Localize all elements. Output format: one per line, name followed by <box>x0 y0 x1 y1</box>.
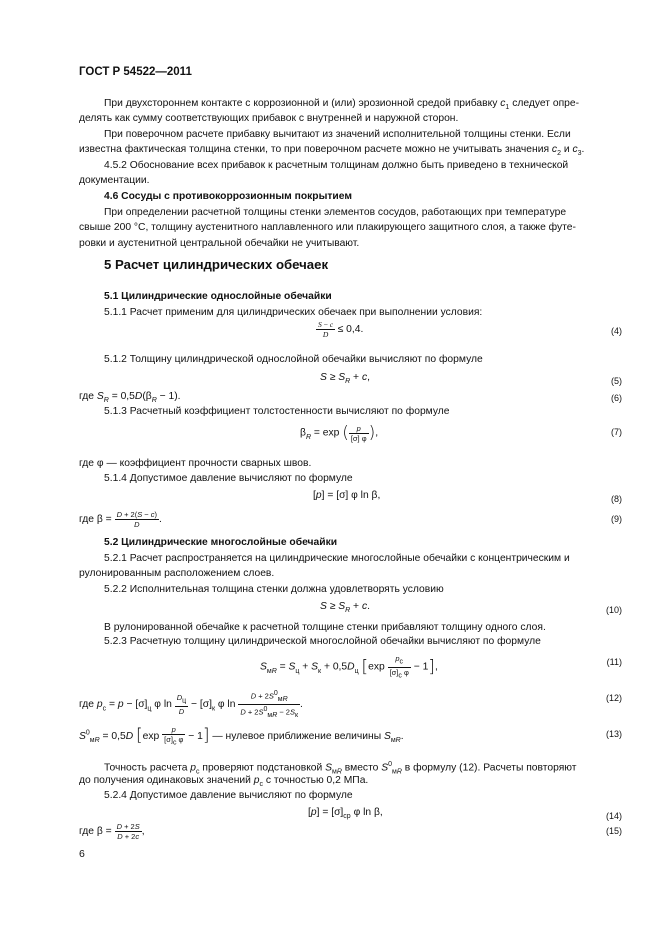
formula-definition: $S^0_{мR} = 0,5D$ [exp $\frac{p}{[\sigma]_с \varphi}$ − 1] — нулевое приближение величины $S_{мR}$. <box>79 725 404 747</box>
paragraph: 4.5.2 Обоснование всех прибавок к расчетным толщинам должно быть приведено в технической <box>104 160 569 171</box>
section-heading: 5 Расчет цилиндрических обечаек <box>104 257 329 272</box>
formula-definition: где β = $\frac{D + 2(S - c)}{D}$ . <box>79 510 162 529</box>
paragraph: 5.1.3 Расчетный коэффициент толстостенности вычисляют по формуле <box>104 406 450 417</box>
equation-number: (11) <box>606 657 622 667</box>
equation-number: (13) <box>605 729 622 739</box>
page-number: 6 <box>79 848 85 860</box>
equation-number: (10) <box>605 605 622 615</box>
subsection-heading: 4.6 Сосуды с противокоррозионным покрытием <box>104 191 352 202</box>
equation-number: (4) <box>611 326 622 336</box>
equation-number: (7) <box>611 427 622 437</box>
formula: [p] = [σ] φ ln β, <box>313 490 381 501</box>
formula-definition: где $S_R = 0,5D(\beta_R - 1)$. <box>79 391 181 405</box>
formula: $\frac{S - c}{D}$ ≤ 0,4. <box>318 320 364 339</box>
paragraph: В рулонированной обечайке к расчетной толщине стенки прибавляют толщину одного слоя. <box>104 622 546 633</box>
formula: $S \ge S_R + c$, <box>320 372 370 386</box>
paragraph: При поверочном расчете прибавку вычитают из значений исполнительной толщины стенки. Если <box>104 129 571 140</box>
formula: $S_{мR} = S_ц + S_к + 0,5D_ц$ [exp $\frac{p_с}{[\sigma]_с \varphi}$ − 1], <box>260 654 438 679</box>
paragraph: 5.2.2 Исполнительная толщина стенки должна удовлетворять условию <box>104 584 444 595</box>
paragraph: 5.2.4 Допустимое давление вычисляют по формуле <box>104 790 353 801</box>
paragraph: 5.1.1 Расчет применим для цилиндрических обечаек при выполнении условия: <box>104 307 483 318</box>
formula-definition: где $p_с = p - [\sigma]_ц$ φ ln $\frac{D_ц}{D}$ − $[\sigma]_к$ φ ln $\frac{D + 2S^0_{мR}}{D + 2S^0_{мR} - 2S_к}$ . <box>79 690 303 719</box>
paragraph: документации. <box>79 175 150 186</box>
paragraph: 5.2.3 Расчетную толщину цилиндрической многослойной обечайки вычисляют по формуле <box>104 636 541 647</box>
equation-number: (8) <box>611 494 622 504</box>
subsection-heading: 5.2 Цилиндрические многослойные обечайки <box>104 537 338 548</box>
paragraph: 5.1.2 Толщину цилиндрической однослойной обечайки вычисляют по формуле <box>104 354 483 365</box>
paragraph: делять как сумму соответствующих прибавок с внутренней и наружной сторон. <box>79 113 459 124</box>
paragraph: где φ — коэффициент прочности сварных швов. <box>79 458 312 469</box>
paragraph: 5.1.4 Допустимое давление вычисляют по формуле <box>104 473 353 484</box>
equation-number: (12) <box>605 693 622 703</box>
equation-number: (6) <box>611 393 622 403</box>
equation-number: (14) <box>605 811 622 821</box>
formula-definition: где β = $\frac{D + 2S}{D + 2c}$ , <box>79 822 145 841</box>
paragraph: Точность расчета $p_с$ проверяют подстановкой $S_{мR}$ вместо $S^0_{мR}$ в формулу (12). Расчеты повторяют <box>104 761 577 776</box>
paragraph: 5.2.1 Расчет распространяется на цилиндрические многослойные обечайки с концентрическим и <box>104 553 570 564</box>
equation-number: (5) <box>611 376 622 386</box>
paragraph: свыше 200 °С, толщину аустенитного наплавленного или плакирующего защитного слоя, а также футе- <box>79 222 576 233</box>
subsection-heading: 5.1 Цилиндрические однослойные обечайки <box>104 291 332 302</box>
paragraph: При определении расчетной толщины стенки элементов сосудов, работающих при температуре <box>104 207 567 218</box>
document-header: ГОСТ Р 54522—2011 <box>79 66 192 78</box>
equation-number: (15) <box>605 826 622 836</box>
paragraph: до получения одинаковых значений $p_с$ с точностью 0,2 МПа. <box>79 775 369 789</box>
paragraph: ровки и аустенитной центральной обечайки не учитывают. <box>79 238 360 249</box>
formula: $S \ge S_R + c$. <box>320 601 370 615</box>
paragraph: рулонированным расположением слоев. <box>79 568 275 579</box>
paragraph: известна фактическая толщина стенки, то при поверочном расчете можно не учитывать значения $c_2$ и $c_3$. <box>79 144 585 158</box>
paragraph: При двухстороннем контакте с коррозионной и (или) эрозионной средой прибавку $c_1$ следует опре- <box>104 98 580 112</box>
formula: $[p] = [\sigma]_{ср}$ φ ln β, <box>308 807 383 821</box>
equation-number: (9) <box>611 514 622 524</box>
formula: $\beta_R = \exp$ ( $\frac{p}{[\sigma] \varphi}$ ), <box>300 423 379 443</box>
